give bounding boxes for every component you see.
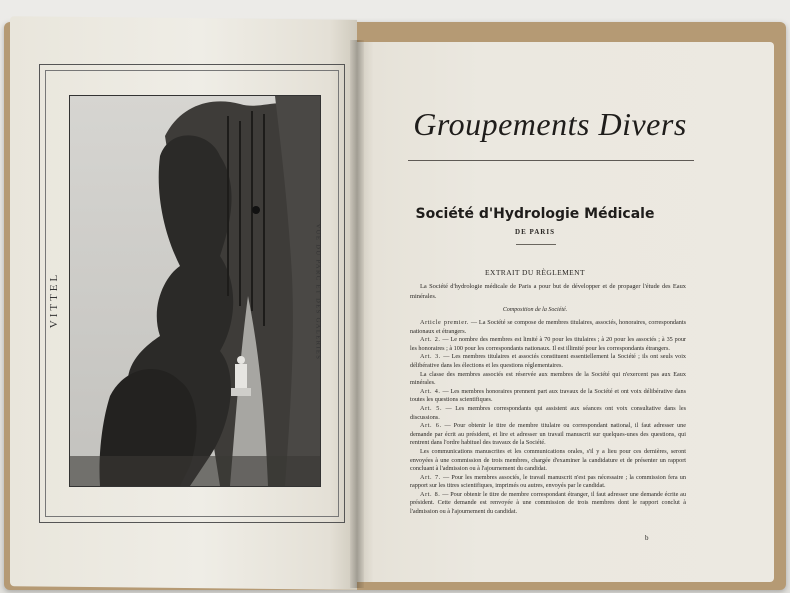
article-6 (410, 422, 686, 448)
article-label: Art. 4. (420, 387, 441, 395)
short-divider (516, 244, 556, 245)
photo-caption-vittel: VITTEL (48, 271, 60, 329)
article-6-continued (410, 448, 686, 474)
article-text: — Les membres correspondants qui assistent aux séances ont voix consultative dans les discussions. (410, 404, 686, 421)
society-subtitle: DE PARIS (515, 228, 555, 236)
society-heading: Société d'Hydrologie Médicale (415, 206, 655, 222)
intro-paragraph: La Société d'hydrologie médicale de Paris a pour but de développer et de propager l'étude des Eaux minérales. (410, 283, 686, 300)
photo-caption-description: VUE DU PARC ET DES GALERIES (314, 223, 322, 361)
article-text: — Pour les membres associés, le travail manuscrit n'est pas nécessaire ; la commission fera un rapport sur les titres scientifiques, imprimés ou autres, envoyés par le candidat. (410, 473, 686, 490)
page-number: b (645, 534, 649, 542)
park-photograph-drawing (70, 96, 320, 486)
article-3-continued (410, 371, 686, 388)
article-1 (410, 319, 686, 336)
park-photograph (69, 95, 321, 487)
article-label: Art. 5. (420, 404, 443, 412)
article-label: Art. 6. (420, 422, 442, 430)
article-text: — Pour obtenir le titre de membre titulaire ou correspondant national, il faut adresser une demande par écrit au président, et lire et adresser un travail manuscrit sur quelques-unes des questions, qui rentrent dans l'ordre habituel des travaux de la Société. (410, 422, 686, 447)
article-8 (410, 491, 686, 517)
article-label: Art. 8. (420, 490, 441, 498)
composition-heading: Composition de la Société. (502, 307, 568, 313)
article-3 (410, 353, 686, 370)
articles-list (410, 319, 686, 517)
article-text: — Les membres titulaires et associés constituent essentiellement la Société ; ils ont seuls voix délibérative dans les élections et les questions réglementaires. (410, 353, 687, 369)
article-text: — Les membres honoraires prennent part aux travaux de la Société et ont voix délibérative dans toutes les questions scientifiques. (410, 387, 687, 404)
section-heading: EXTRAIT DU RÈGLEMENT (485, 268, 585, 277)
article-4 (410, 388, 686, 405)
article-text: — La Société se compose de membres titulaires, associés, honoraires, correspondants nationaux et étrangers. (410, 319, 686, 335)
article-text: Les communications manuscrites et les communications orales, s'il y a lieu pour ces dernières, seront envoyées à une commission de trois membres, chargée d'examiner la candidature et de présenter un rapport concluant à l'admission ou à l'ajournement du candidat. (410, 447, 686, 473)
article-label: Art. 7. (420, 473, 441, 481)
article-text: — Le nombre des membres est limité à 70 pour les titulaires ; à 20 pour les associés ; à 35 pour les honoraires ; à 100 pour les correspondants nationaux. Il est illimité pour les correspondants étrangers. (410, 336, 686, 352)
title-divider (408, 160, 694, 161)
article-2 (410, 336, 686, 353)
page-title: Groupements Divers (413, 106, 687, 142)
article-label: Art. 2. (420, 336, 441, 344)
article-text: — Pour obtenir le titre de membre correspondant étranger, il faut adresser une demande écrite au président. Cette demande est renvoyée à une commission de trois membres dont le rapport conclut à l'admission ou à l'ajournement du candidat. (410, 490, 686, 516)
article-label: Art. 3. (420, 353, 441, 361)
article-7 (410, 474, 686, 491)
article-5 (410, 405, 686, 422)
article-label: Article premier. (420, 319, 470, 326)
article-text: La classe des membres associés est réservée aux membres de la Société qui n'exercent pas aux Eaux minérales. (410, 370, 686, 387)
